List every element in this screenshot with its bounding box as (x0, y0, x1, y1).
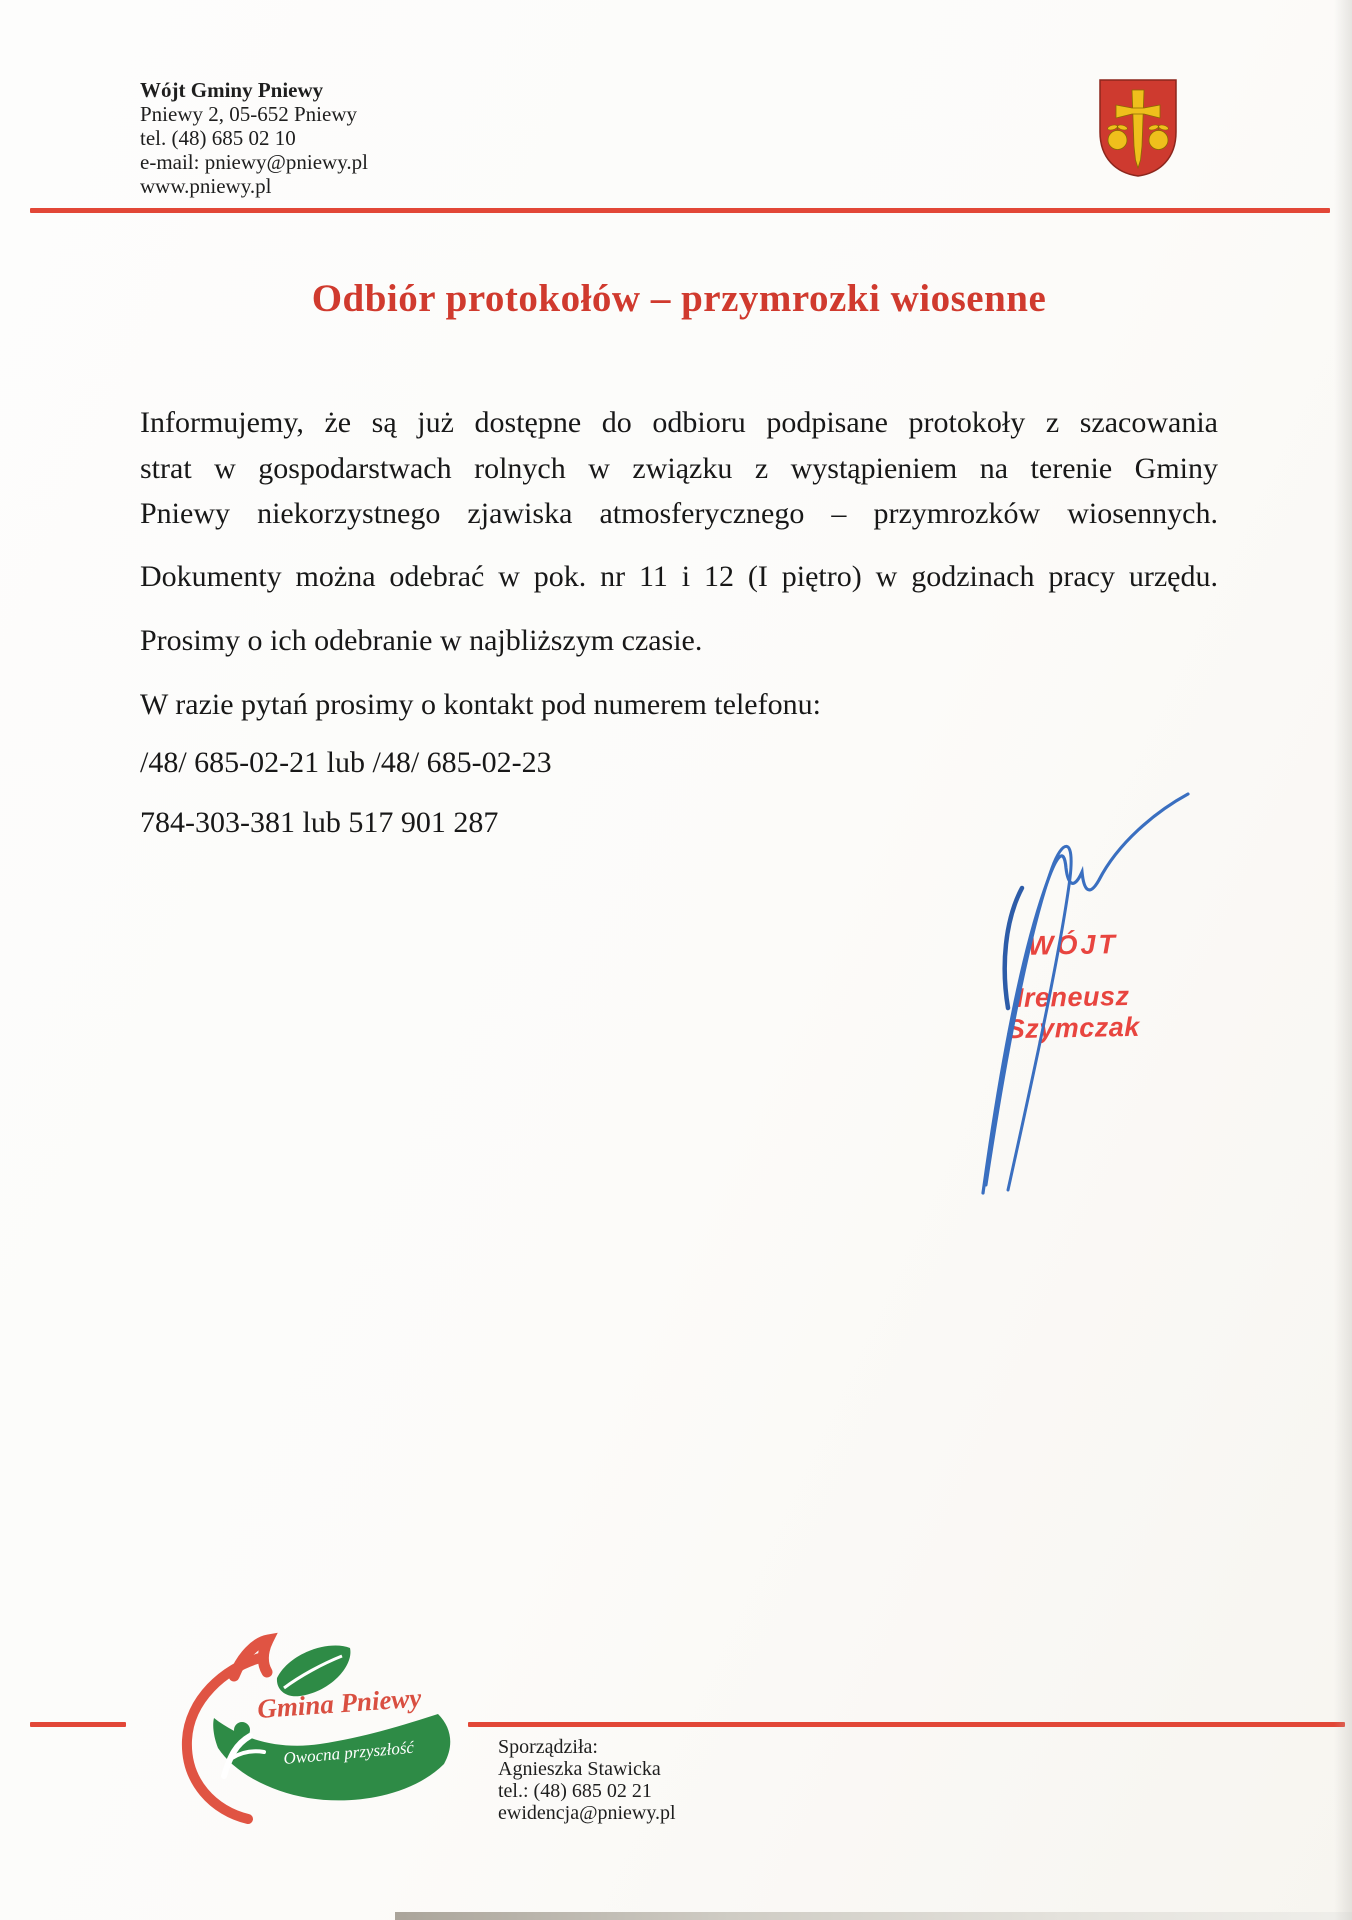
footer-email: ewidencja@pniewy.pl (498, 1802, 676, 1824)
sender-phone: tel. (48) 685 02 10 (140, 126, 296, 150)
body-paragraph4: W razie pytań prosimy o kontakt pod numerem telefonu: (140, 688, 821, 721)
prepared-by-name: Agnieszka Stawicka (498, 1758, 661, 1780)
body-paragraph3: Prosimy o ich odebranie w najbliższym czasie. (140, 624, 703, 657)
footer-phone: tel.: (48) 685 02 21 (498, 1780, 652, 1802)
footer-contact (498, 1736, 676, 1824)
sender-address: Pniewy 2, 05-652 Pniewy (140, 102, 357, 126)
logo-name: Gmina Pniewy (256, 1682, 423, 1724)
body-phone-line2: 784-303-381 lub 517 901 287 (140, 806, 499, 839)
sender-website: www.pniewy.pl (140, 174, 272, 198)
scan-edge-shadow (1334, 0, 1352, 1920)
body-phone-line1: /48/ 685-02-21 lub /48/ 685-02-23 (140, 746, 552, 779)
coat-of-arms-icon (1096, 76, 1180, 180)
body-paragraph1-line2: strat w gospodarstwach rolnych w związku z wystąpieniem na terenie Gminy (140, 452, 1218, 485)
gmina-pniewy-logo (172, 1626, 467, 1831)
stamp-title: WÓJT (1027, 929, 1119, 961)
document-title: Odbiór protokołów – przymrozki wiosenne (311, 277, 1047, 320)
footer-rule (468, 1722, 1345, 1727)
scan-artifact-bar (395, 1912, 1352, 1920)
body-paragraph1-line1: Informujemy, że są już dostępne do odbioru podpisane protokoły z szacowania (140, 406, 1218, 439)
sender-email: e-mail: pniewy@pniewy.pl (140, 150, 368, 174)
body-paragraph1-line3: Pniewy niekorzystnego zjawiska atmosferycznego – przymrozków wiosennych. (140, 497, 1218, 530)
body-paragraph2: Dokumenty można odebrać w pok. nr 11 i 12 (I piętro) w godzinach pracy urzędu. (140, 560, 1218, 593)
header-divider-rule (30, 208, 1330, 213)
logo-tagline: Owocna przyszłość (282, 1737, 415, 1768)
sender-name: Wójt Gminy Pniewy (140, 78, 324, 102)
sender-header (140, 78, 368, 198)
handwritten-signature (940, 780, 1210, 1210)
footer-rule-left-dash (30, 1722, 126, 1727)
stamp-name: Ireneusz Szymczak (1006, 981, 1141, 1045)
prepared-by-label: Sporządziła: (498, 1736, 598, 1758)
